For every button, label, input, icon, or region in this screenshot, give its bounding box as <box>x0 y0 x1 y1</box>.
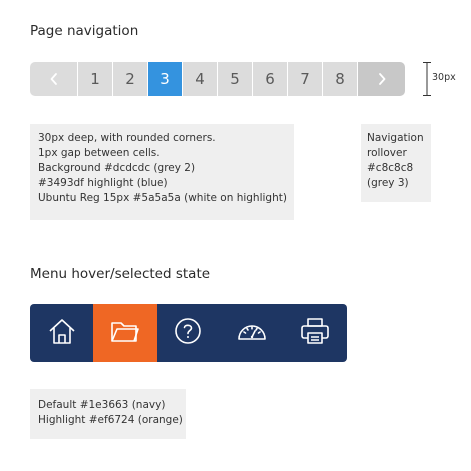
note-line: (grey 3) <box>367 177 409 189</box>
page-button-5[interactable]: 5 <box>218 62 252 96</box>
note-line: Background #dcdcdc (grey 2) <box>38 162 196 174</box>
note-line: 30px deep, with rounded corners. <box>38 132 216 144</box>
page-button-8[interactable]: 8 <box>323 62 357 96</box>
height-dimension-label: 30px <box>432 72 456 83</box>
menu-item-home[interactable] <box>30 304 93 362</box>
pagination-spec-note <box>30 124 294 220</box>
next-page-button[interactable] <box>358 62 405 96</box>
menu-heading: Menu hover/selected state <box>30 266 211 282</box>
menu-spec-note <box>30 389 186 439</box>
page-button-1[interactable]: 1 <box>78 62 112 96</box>
prev-page-button[interactable] <box>30 62 77 96</box>
note-line: Ubuntu Reg 15px #5a5a5a (white on highlight) <box>38 192 287 204</box>
rollover-spec-note <box>361 124 431 202</box>
chevron-right-icon <box>377 72 387 86</box>
page-button-4[interactable]: 4 <box>183 62 217 96</box>
pagination <box>30 62 405 96</box>
help-icon <box>174 317 202 349</box>
dashboard-gauge-icon <box>236 319 268 347</box>
chevron-left-icon <box>49 72 59 86</box>
home-icon <box>48 317 76 349</box>
page-button-3-active[interactable]: 3 <box>148 62 182 96</box>
note-line: rollover <box>367 147 407 159</box>
note-line: Default #1e3663 (navy) <box>38 399 166 411</box>
page-button-2[interactable]: 2 <box>113 62 147 96</box>
pagination-heading: Page navigation <box>30 23 139 39</box>
menu-item-folder-selected[interactable] <box>93 304 156 362</box>
note-line: Highlight #ef6724 (orange) <box>38 414 183 426</box>
page-button-6[interactable]: 6 <box>253 62 287 96</box>
page-button-7[interactable]: 7 <box>288 62 322 96</box>
icon-menu-bar <box>30 304 347 362</box>
note-line: Navigation <box>367 132 424 144</box>
menu-item-dashboard[interactable] <box>220 304 283 362</box>
menu-item-help[interactable] <box>157 304 220 362</box>
folder-icon <box>110 318 140 348</box>
note-line: #3493df highlight (blue) <box>38 177 168 189</box>
printer-icon <box>300 317 330 349</box>
note-line: 1px gap between cells. <box>38 147 160 159</box>
note-line: #c8c8c8 <box>367 162 414 174</box>
height-dimension-marker <box>422 62 432 96</box>
menu-item-print[interactable] <box>284 304 347 362</box>
